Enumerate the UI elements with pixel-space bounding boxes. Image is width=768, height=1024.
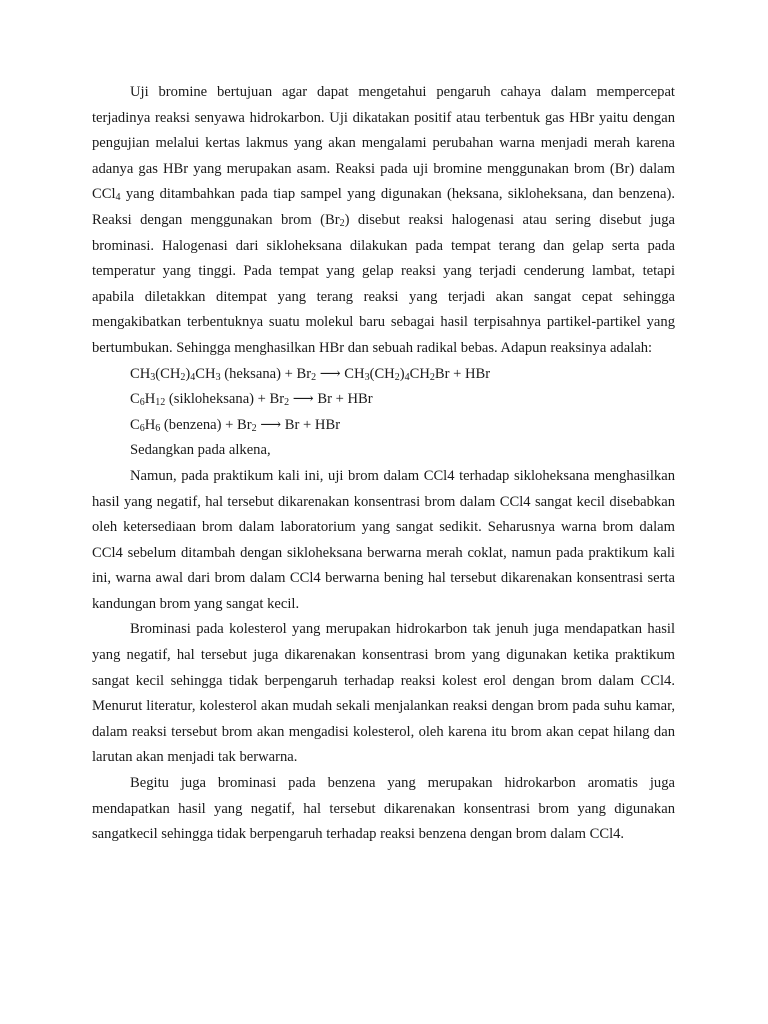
paragraph-benzena-result: Begitu juga brominasi pada benzena yang merupakan hidrokarbon aromatis juga mendapatkan hasil yang negatif, hal tersebut dikarenakan konsentrasi brom yang digunakan sangatkecil sehingga tidak berpengaruh terhadap reaksi benzena dengan brom dalam CCl4. bbox=[92, 775, 675, 843]
equation-benzena: $C_6H_6$ (benzena) + $Br_2$ ⟶ Br + HBr bbox=[130, 416, 341, 434]
subscript: 2 bbox=[339, 217, 345, 229]
paragraph-text: ) disebut reaksi halogenasi atau sering disebut juga brominasi. Halogenasi dari sikloheksana dilakukan pada tempat terang dan gelap serta pada temperatur yang tinggi. Pada tempat yang gelap reaksi yang terjadi cenderung lambat, tetapi apabila diletakkan ditempat yang terang reaksi yang terjadi akan sangat cepat sehingga mengakibatkan terbentuknya suatu molekul baru sebagai hasil terpisahnya partikel-partikel yang bertumbukan. Sehingga menghasilkan HBr dan sebuah radikal bebas. Adapun reaksinya adalah: bbox=[92, 211, 675, 356]
paragraph-text: yang ditambahkan pada tiap sampel yang digunakan (heksana, sikloheksana, dan benzena). Reaksi dengan menggunakan brom (Br bbox=[92, 186, 675, 228]
paragraph-alkena: Sedangkan pada alkena, bbox=[130, 442, 271, 459]
paragraph-text: Uji bromine bertujuan agar dapat mengetahui pengaruh cahaya dalam mempercepat terjadinya reaksi senyawa hidrokarbon. Uji dikatakan positif atau terbentuk gas HBr yaitu dengan pengujian melalui kertas lakmus yang akan mengalami perubahan warna menjadi merah karena adanya gas HBr yang merupakan asam. Reaksi pada uji bromine menggunakan brom (Br) dalam CCl bbox=[92, 84, 675, 203]
paragraph-kolesterol-result: Brominasi pada kolesterol yang merupakan hidrokarbon tak jenuh juga mendapatkan hasil yang negatif, hal tersebut juga dikarenakan konsentrasi brom yang digunakan ketika praktikum sangat kecil sehingga tidak berpengaruh terhadap reaksi kolest erol dengan brom dalam CCl4. Menurut literatur, kolesterol akan mudah sekali menjalankan reaksi dengan brom pada suhu kamar, dalam reaksi tersebut brom akan mengadisi kolesterol, oleh karena itu brom akan cepat hilang dan larutan akan menjadi tak berwarna. bbox=[92, 621, 675, 766]
document-page bbox=[92, 80, 675, 848]
equation-sikloheksana: $C_6H_{12}$ (sikloheksana) + $Br_2$ ⟶ Br + HBr bbox=[130, 391, 373, 409]
paragraph-uji-bromine bbox=[92, 80, 675, 362]
paragraph-sikloheksana-result: Namun, pada praktikum kali ini, uji brom dalam CCl4 terhadap sikloheksana menghasilkan hasil yang negatif, hal tersebut dikarenakan konsentrasi brom dalam CCl4 sangat kecil disebabkan oleh ketersediaan brom dalam laboratorium yang sangat sedikit. Seharusnya warna brom dalam CCl4 sebelum ditambah dengan sikloheksana berwarna merah coklat, namun pada praktikum kali ini, warna awal dari brom dalam CCl4 berwarna bening hal tersebut dikarenakan konsentrasi serta kandungan brom yang sangat kecil. bbox=[92, 467, 675, 612]
subscript: 4 bbox=[115, 192, 121, 204]
equation-heksana: $CH_3(CH_2)_4CH_3$ (heksana) + $Br_2$ ⟶ $CH_3(CH_2)_4CH_2Br$ + HBr bbox=[130, 365, 491, 383]
